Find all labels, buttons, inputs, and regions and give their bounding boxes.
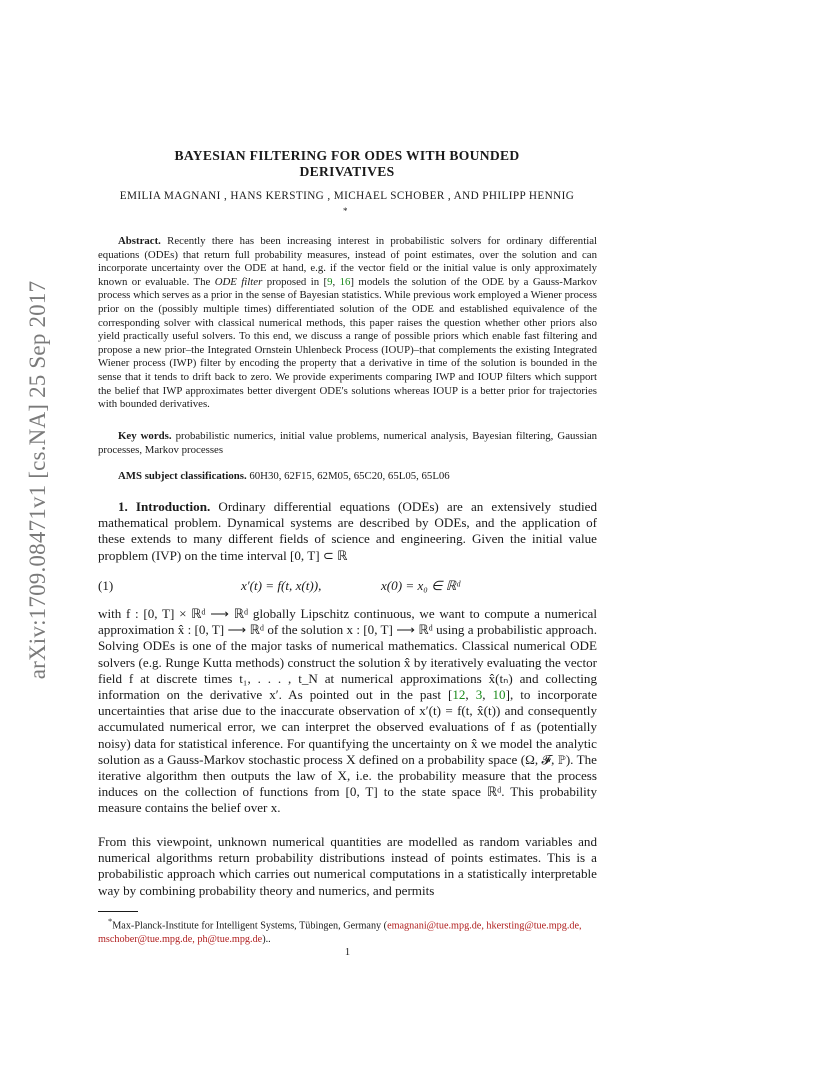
citation-link[interactable]: 10: [492, 687, 506, 703]
abstract-heading: Abstract.: [118, 235, 161, 247]
paragraph2-text-before: with f : [0, T] × ℝᵈ ⟶ ℝᵈ globally Lipschitz continuous, we want to compute a numerical approximation x̂ : [0, T] ⟶ ℝᵈ of the solution x : [0, T] ⟶ ℝᵈ using a probabilistic approach. Solving ODEs is one of the major tasks of numerical mathematics. Classical numerical ODE solvers (e.g. Runge Kutta methods) construct the solution x̂ by iteratively evaluating the vector field f at discrete times t₁, . . . , t_N at numerical approximations x̂(tₙ) and collecting information on the derivative x′. As pointed out in the past [: [98, 606, 597, 703]
footnote-text: Max-Planck-Institute for Intelligent Systems, Tübingen, Germany (: [112, 920, 388, 932]
citation-sep: ,: [465, 687, 476, 703]
body-paragraph: From this viewpoint, unknown numerical quantities are modelled as random variables and numerical algorithms return probability distributions instead of points estimates. This is a probabilistic approach which carries out numerical computations in a statistically interpretable way by combining probability theory and numerics, and permits: [98, 834, 597, 898]
keywords-heading: Key words.: [118, 430, 172, 442]
abstract-text-mid: proposed in [: [266, 275, 328, 288]
abstract: [98, 235, 597, 412]
equation-number: (1): [98, 578, 114, 593]
introduction-text: Ordinary differential equations (ODEs) are an extensively studied mathematical problem. Dynamical systems are described by ODEs, and the application of these extends to many different fields of science and engineering. Given the initial value propblem (IVP) on the time interval [0, T] ⊂ ℝ: [98, 499, 597, 563]
abstract-text-before: Recently there has been increasing interest in probabilistic solvers for ordinary differential equations (ODEs) that return full probability measures, instead of point estimates, over the solution and can incorporate uncertainty over the ODE at hand, e.g. if the vector field or the initial value is only approximately known or evaluable. The: [98, 235, 597, 288]
footnote-divider: [98, 911, 138, 912]
ams-heading: AMS subject classifications.: [118, 470, 247, 482]
keywords-text: probabilistic numerics, initial value problems, numerical analysis, Bayesian filtering, Gaussian processes, Markov processes: [98, 430, 598, 456]
author-list: EMILIA MAGNANI , HANS KERSTING , MICHAEL SCHOBER , AND PHILIPP HENNIG: [119, 190, 575, 202]
paper-title: [98, 148, 596, 180]
footnote-mark: *: [108, 916, 113, 926]
email-links[interactable]: emagnani@tue.mpg.de, hkersting@tue.mpg.de, mschober@tue.mpg.de, ph@tue.mpg.de: [98, 920, 582, 946]
title-line-1: BAYESIAN FILTERING FOR ODES WITH BOUNDED: [174, 148, 520, 163]
abstract-citation-sep: ,: [332, 275, 340, 288]
arxiv-stamp-text: arXiv:1709.08471v1 [cs.NA] 25 Sep 2017: [25, 280, 50, 680]
abstract-citation-link[interactable]: 9: [327, 275, 333, 288]
ams-text: 60H30, 62F15, 62M05, 65C20, 65L05, 65L06: [249, 470, 450, 482]
citation-sep: ,: [482, 687, 493, 703]
title-line-2: DERIVATIVES: [299, 164, 395, 179]
citation-link[interactable]: 12: [452, 687, 466, 703]
abstract-citation-link[interactable]: 16: [339, 275, 351, 288]
abstract-text-after: ] models the solution of the ODE by a Gauss-Markov process which serves as a prior in the sense of Bayesian statistics. While previous work employed a Wiener process prior on the (possibly multiple times) differentiated solution of the ODE and established equivalence of the corresponding solver with classical numerical methods, this paper raises the question whether other priors also yield practically useful solvers. To this end, we discuss a range of possible priors which enable fast filtering and propose a new prior–the Integrated Ornstein Uhlenbeck Process (IOUP)–that complements the existing Integrated Wiener process (IWP) filter by encoding the property that a derivative in time of the solution is bounded in the sense that it tends to drift back to zero. We provide experiments comparing IWP and IOUP filters which support the belief that IWP approximates better divergent ODE's solutions whereas IOUP is a better prior for trajectories with bounded derivatives.: [98, 275, 597, 411]
keywords: [98, 430, 597, 457]
body-paragraph: [98, 606, 597, 817]
introduction-paragraph: [98, 499, 597, 564]
abstract-emph: ODE filter: [214, 275, 263, 288]
footnote: [98, 914, 597, 947]
equation-rhs: x(0) = x₀ ∈ ℝᵈ: [381, 578, 461, 593]
equation-1: [98, 578, 597, 596]
author-footnote-mark: *: [343, 206, 348, 216]
citation-link[interactable]: 3: [475, 687, 483, 703]
paragraph2-text-after: ], to incorporate uncertainties that arise due to the inaccurate observation of x′(t) = f(t, x̂(t)) and consequently accumulated numerical error, we can interpret the observed evaluations of f as (potentially noisy) data for statistical inference. For quantifying the uncertainty on x̂ we model the analytic solution as a Gauss-Markov stochastic process X defined on a probability space (Ω, 𝓕, ℙ). The iterative algorithm then outputs the law of X, i.e. the probability measure that the process induces on the collection of functions from [0, T] to the state space ℝᵈ. This probability measure contains the belief over x.: [98, 687, 598, 816]
arxiv-stamp: [8, 280, 68, 680]
page-number: 1: [344, 947, 351, 958]
footnote-end: )..: [262, 934, 271, 946]
ams-classifications: [98, 470, 597, 484]
equation-lhs: x′(t) = f(t, x(t)),: [241, 578, 322, 593]
section-heading: 1. Introduction.: [118, 499, 211, 514]
